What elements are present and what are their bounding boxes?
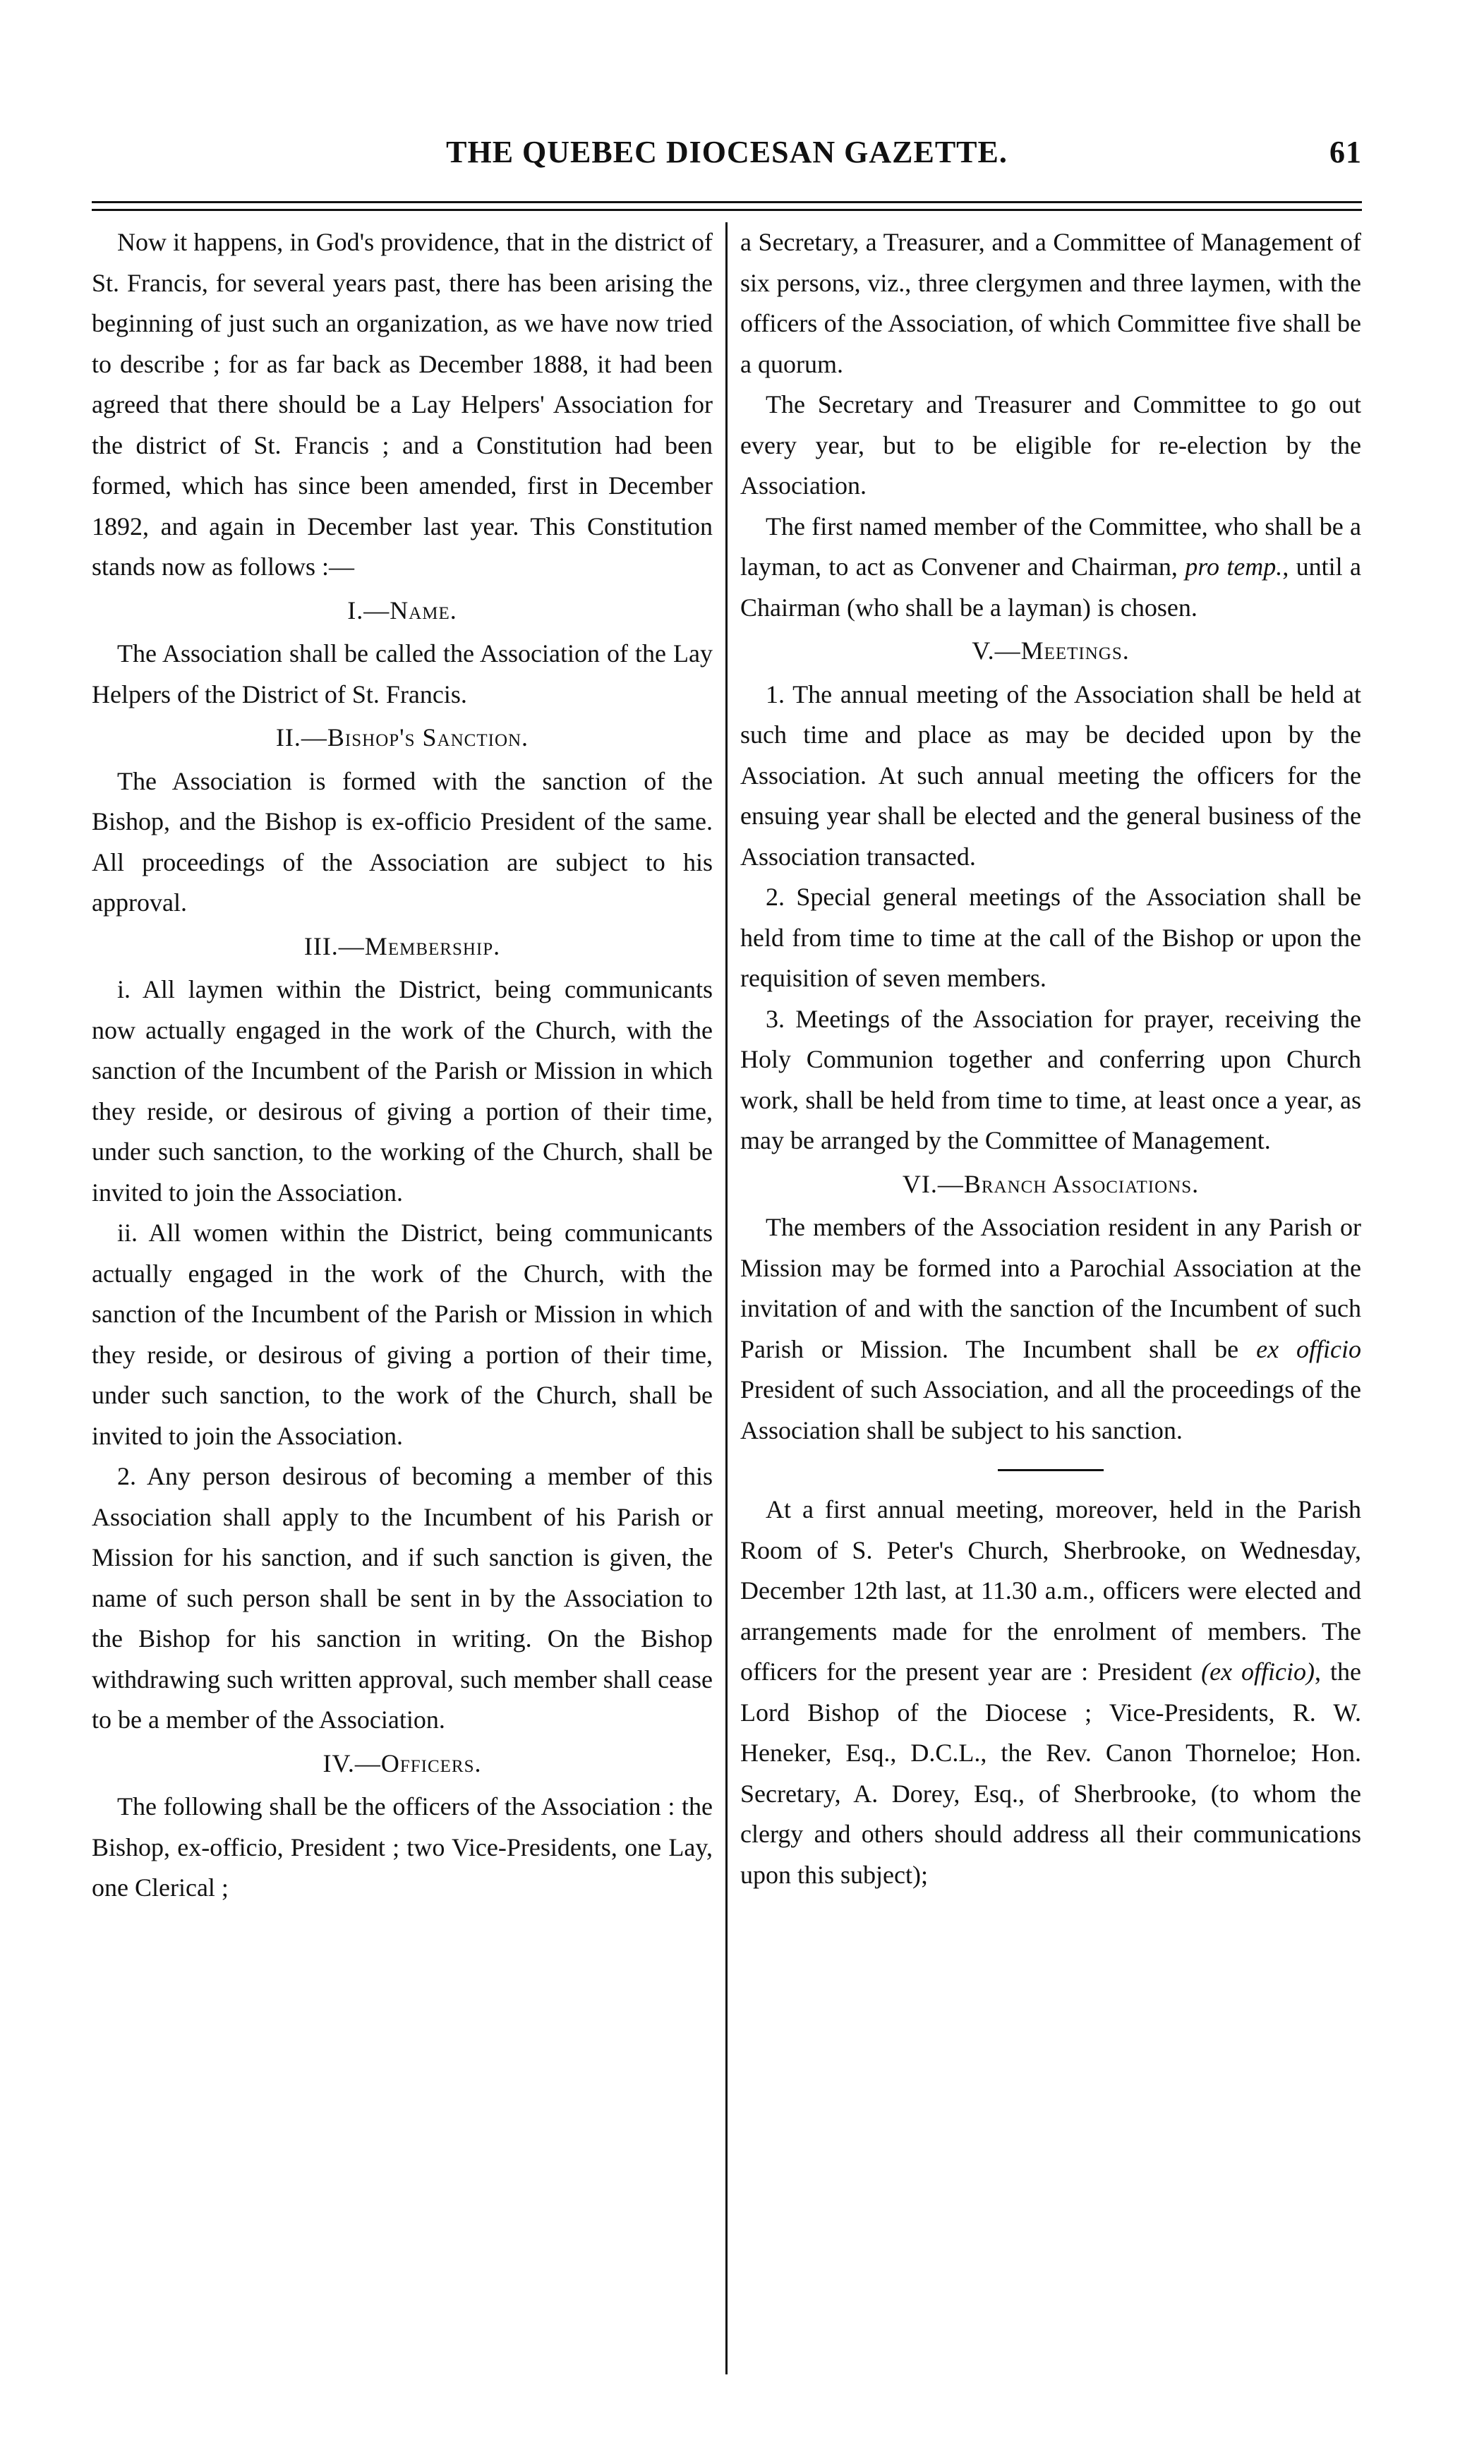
text-run: The first named member of the Committee, who shall be a layman, to act as Convener and Chairman,	[740, 512, 1361, 581]
text-run: , the Lord Bishop of the Diocese ; Vice-Presidents, R. W. Heneker, Esq., D.C.L., the Rev. Canon Thorneloe; Hon. Secretary, A. Dorey, Esq., of Sherbrooke, (to whom the clergy and others should address all their communications upon this subject);	[740, 1657, 1362, 1889]
text-run: The members of the Association resident in any Parish or Mission may be formed into a Parochial Association at the invitation of and with the sanction of the Incumbent of such Parish or Mission. The Incumbent shall be	[740, 1213, 1361, 1363]
section-heading-membership: III.—Membership.	[303, 931, 501, 960]
page-header	[92, 127, 1362, 191]
section-heading-meetings: V.—Meetings.	[972, 636, 1130, 665]
text-run: , until a Chairman (who shall be a layman) is chosen.	[740, 552, 1362, 622]
paragraph: The Secretary and Treasurer and Committee to go out every year, but to be eligible for re-election by the Association.	[740, 390, 1361, 500]
paragraph: The Association is formed with the sanction of the Bishop, and the Bishop is ex-officio President of the same. All proceedings of the Association are subject to his approval.	[92, 766, 713, 917]
paragraph: 2. Special general meetings of the Association shall be held from time to time at the call of the Bishop or upon the requisition of seven members.	[740, 883, 1361, 992]
paragraph: a Secretary, a Treasurer, and a Committee of Management of six persons, viz., three clergymen and three laymen, with the officers of the Association, of which Committee five shall be a quorum.	[740, 228, 1361, 378]
paragraph: The Association shall be called the Association of the Lay Helpers of the District of St. Francis.	[92, 639, 713, 708]
italic-run: ex officio	[1256, 1334, 1362, 1363]
paragraph: 3. Meetings of the Association for prayer, receiving the Holy Communion together and conferring upon Church work, shall be held from time to time, at least once a year, as may be arranged by the Committee of Management.	[740, 1004, 1361, 1154]
paragraph: 1. The annual meeting of the Association shall be held at such time and place as may be decided upon by the Association. At such annual meeting the officers for the ensuing year shall be elected and the general business of the Association transacted.	[740, 680, 1361, 871]
page	[92, 127, 1362, 2314]
paragraph	[740, 1207, 1361, 1451]
paragraph: 2. Any person desirous of becoming a member of this Association shall apply to the Incumbent of his Parish or Mission for his sanction, and if such sanction is given, the name of such person shall be sent in by the Association to the Bishop for his sanction in writing. On the Bishop withdrawing such written approval, such member shall cease to be a member of the Association.	[92, 1462, 713, 1734]
right-column	[728, 222, 1361, 2374]
running-title: THE QUEBEC DIOCESAN GAZETTE.	[446, 135, 1008, 169]
left-column	[92, 222, 725, 2374]
paragraph: Now it happens, in God's providence, that in the district of St. Francis, for several years past, there has been arising the beginning of just such an organization, as we have now tried to describe ; for as far back as December 1888, it had been agreed that there should be a Lay Helpers' Association for the district of St. Francis ; and a Constitution had been formed, which has since been amended, first in December 1892, and again in December last year. This Constitution stands now as follows :—	[92, 228, 713, 581]
text-columns	[92, 222, 1362, 2374]
paragraph	[740, 1490, 1361, 1895]
section-separator	[998, 1469, 1104, 1471]
section-heading-officers: IV.—Officers.	[322, 1749, 482, 1777]
italic-run: (ex officio)	[1201, 1657, 1315, 1686]
section-heading-name: I.—Name.	[347, 596, 457, 624]
header-double-rule	[92, 201, 1362, 211]
paragraph: The following shall be the officers of the Association : the Bishop, ex-officio, President ; two Vice-Presidents, one Lay, one Clerical ;	[92, 1792, 713, 1902]
italic-run: pro temp.	[1185, 552, 1283, 581]
section-heading-branch-associations: VI.—Branch Associations.	[902, 1169, 1200, 1198]
paragraph	[740, 507, 1361, 629]
paragraph: ii. All women within the District, being communicants actually engaged in the work of the Church, with the sanction of the Incumbent of the Parish or Mission in which they reside, or desirous of giving a portion of their time, under such sanction, to the work of the Church, shall be invited to join the Association.	[92, 1219, 713, 1450]
paragraph: i. All laymen within the District, being communicants now actually engaged in the work of the Church, with the sanction of the Incumbent of the Parish or Mission in which they reside, or desirous of giving a portion of their time, under such sanction, to the working of the Church, shall be invited to join the Association.	[92, 975, 713, 1207]
text-run: At a first annual meeting, moreover, held in the Parish Room of S. Peter's Church, Sherbrooke, on Wednesday, December 12th last, at 11.30 a.m., officers were elected and arrangements made for the enrolment of members. The officers for the present year are : President	[740, 1495, 1361, 1686]
page-number: 61	[1329, 135, 1362, 169]
text-run: President of such Association, and all the proceedings of the Association shall be subject to his sanction.	[740, 1375, 1361, 1444]
section-heading-bishops-sanction: II.—Bishop's Sanction.	[275, 723, 529, 751]
